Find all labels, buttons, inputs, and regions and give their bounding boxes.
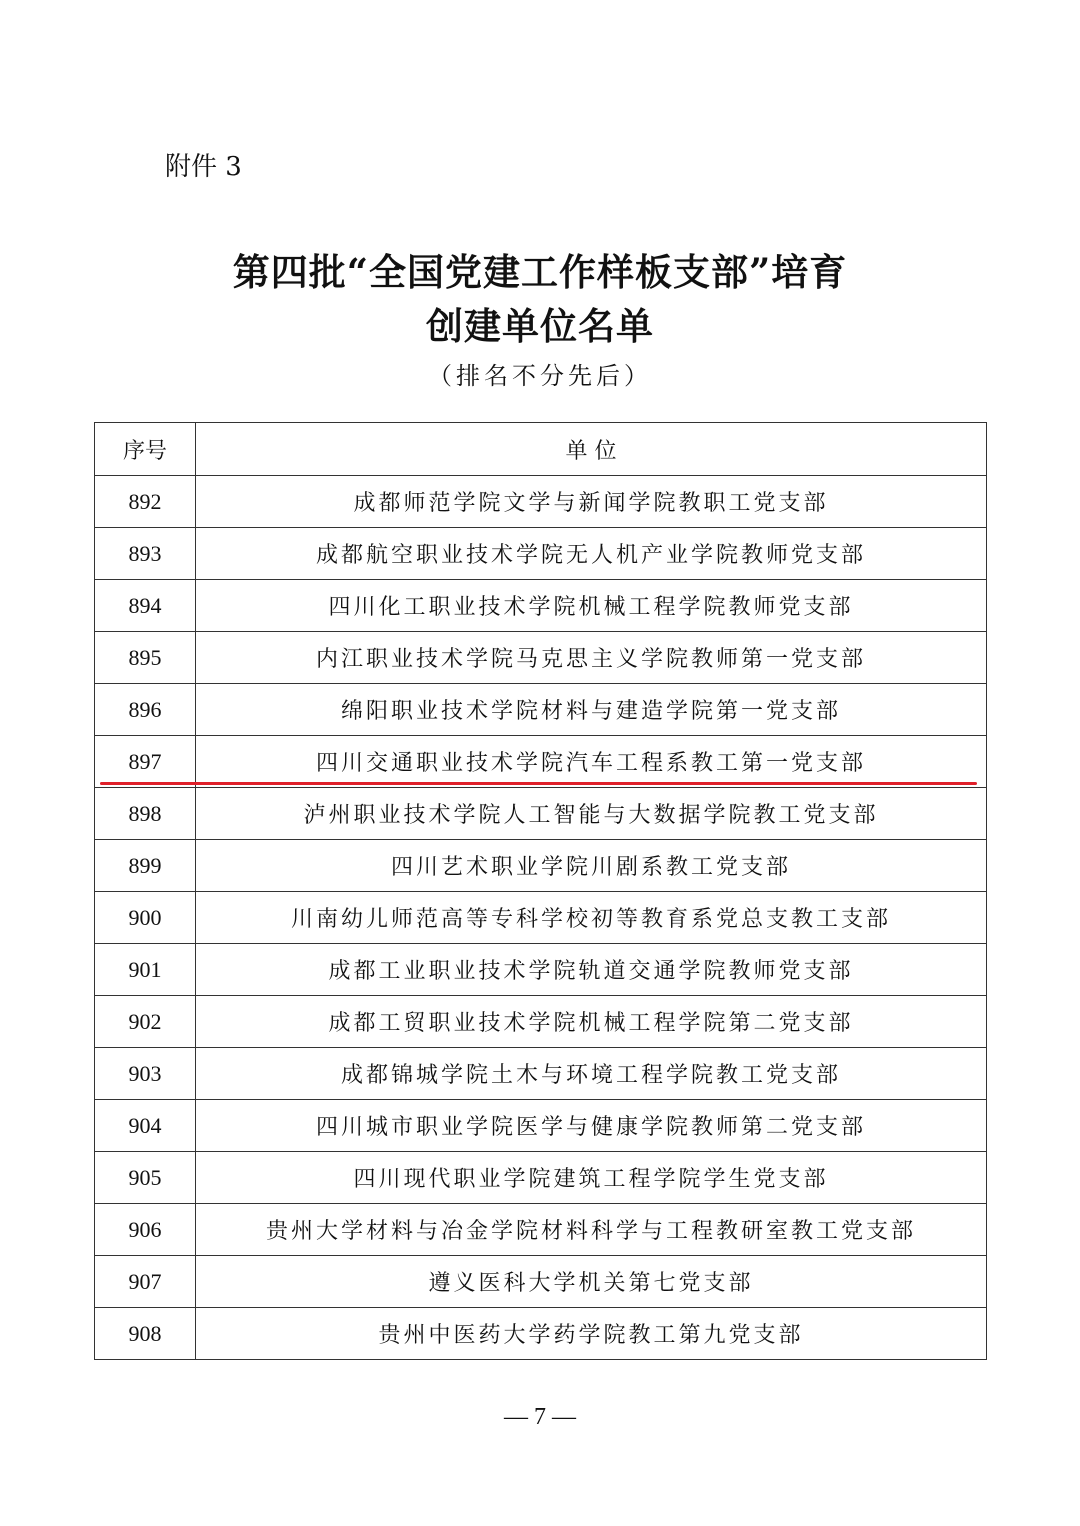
row-number: 900	[95, 892, 196, 944]
row-number: 908	[95, 1308, 196, 1360]
table-row	[95, 1308, 987, 1360]
row-number: 904	[95, 1100, 196, 1152]
row-number: 903	[95, 1048, 196, 1100]
table-row	[95, 1048, 987, 1100]
row-unit: 四川交通职业技术学院汽车工程系教工第一党支部	[196, 736, 987, 788]
table-row	[95, 632, 987, 684]
row-unit: 四川艺术职业学院川剧系教工党支部	[196, 840, 987, 892]
row-unit: 成都工业职业技术学院轨道交通学院教师党支部	[196, 944, 987, 996]
document-subtitle: （排名不分先后）	[428, 362, 652, 390]
row-number: 898	[95, 788, 196, 840]
row-unit: 贵州中医药大学药学院教工第九党支部	[196, 1308, 987, 1360]
column-header-unit: 单 位	[196, 423, 987, 476]
row-unit: 贵州大学材料与冶金学院材料科学与工程教研室教工党支部	[196, 1204, 987, 1256]
row-unit: 成都航空职业技术学院无人机产业学院教师党支部	[196, 528, 987, 580]
row-unit: 绵阳职业技术学院材料与建造学院第一党支部	[196, 684, 987, 736]
document-title-line-1: 第四批“全国党建工作样板支部”培育	[232, 250, 848, 294]
page-number: — 7 —	[504, 1404, 576, 1430]
row-number: 901	[95, 944, 196, 996]
row-unit: 泸州职业技术学院人工智能与大数据学院教工党支部	[196, 788, 987, 840]
row-unit: 四川城市职业学院医学与健康学院教师第二党支部	[196, 1100, 987, 1152]
table-row	[95, 788, 987, 840]
row-number: 902	[95, 996, 196, 1048]
row-number: 906	[95, 1204, 196, 1256]
table-row	[95, 1204, 987, 1256]
table-row-highlighted	[95, 736, 987, 788]
row-unit: 成都锦城学院土木与环境工程学院教工党支部	[196, 1048, 987, 1100]
table-row	[95, 684, 987, 736]
column-header-number: 序号	[95, 423, 196, 476]
row-number: 892	[95, 476, 196, 528]
row-unit: 四川现代职业学院建筑工程学院学生党支部	[196, 1152, 987, 1204]
row-number: 897	[95, 736, 196, 788]
row-number: 893	[95, 528, 196, 580]
row-unit: 成都师范学院文学与新闻学院教职工党支部	[196, 476, 987, 528]
table-row	[95, 580, 987, 632]
row-number: 899	[95, 840, 196, 892]
attachment-label: 附件 3	[165, 152, 242, 182]
row-number: 905	[95, 1152, 196, 1204]
row-unit: 成都工贸职业技术学院机械工程学院第二党支部	[196, 996, 987, 1048]
document-title-line-2: 创建单位名单	[426, 304, 654, 348]
unit-list-table	[94, 422, 987, 1360]
table-row	[95, 1152, 987, 1204]
row-unit: 遵义医科大学机关第七党支部	[196, 1256, 987, 1308]
row-number: 896	[95, 684, 196, 736]
row-unit: 四川化工职业技术学院机械工程学院教师党支部	[196, 580, 987, 632]
row-number: 907	[95, 1256, 196, 1308]
table-row	[95, 996, 987, 1048]
table-row	[95, 892, 987, 944]
row-number: 895	[95, 632, 196, 684]
row-number: 894	[95, 580, 196, 632]
table-row	[95, 476, 987, 528]
table-row	[95, 528, 987, 580]
table-row	[95, 840, 987, 892]
table-row	[95, 1100, 987, 1152]
row-unit: 川南幼儿师范高等专科学校初等教育系党总支教工支部	[196, 892, 987, 944]
red-underline-annotation	[100, 782, 977, 785]
table-header-row	[95, 423, 987, 476]
row-unit: 内江职业技术学院马克思主义学院教师第一党支部	[196, 632, 987, 684]
table-row	[95, 944, 987, 996]
table-row	[95, 1256, 987, 1308]
